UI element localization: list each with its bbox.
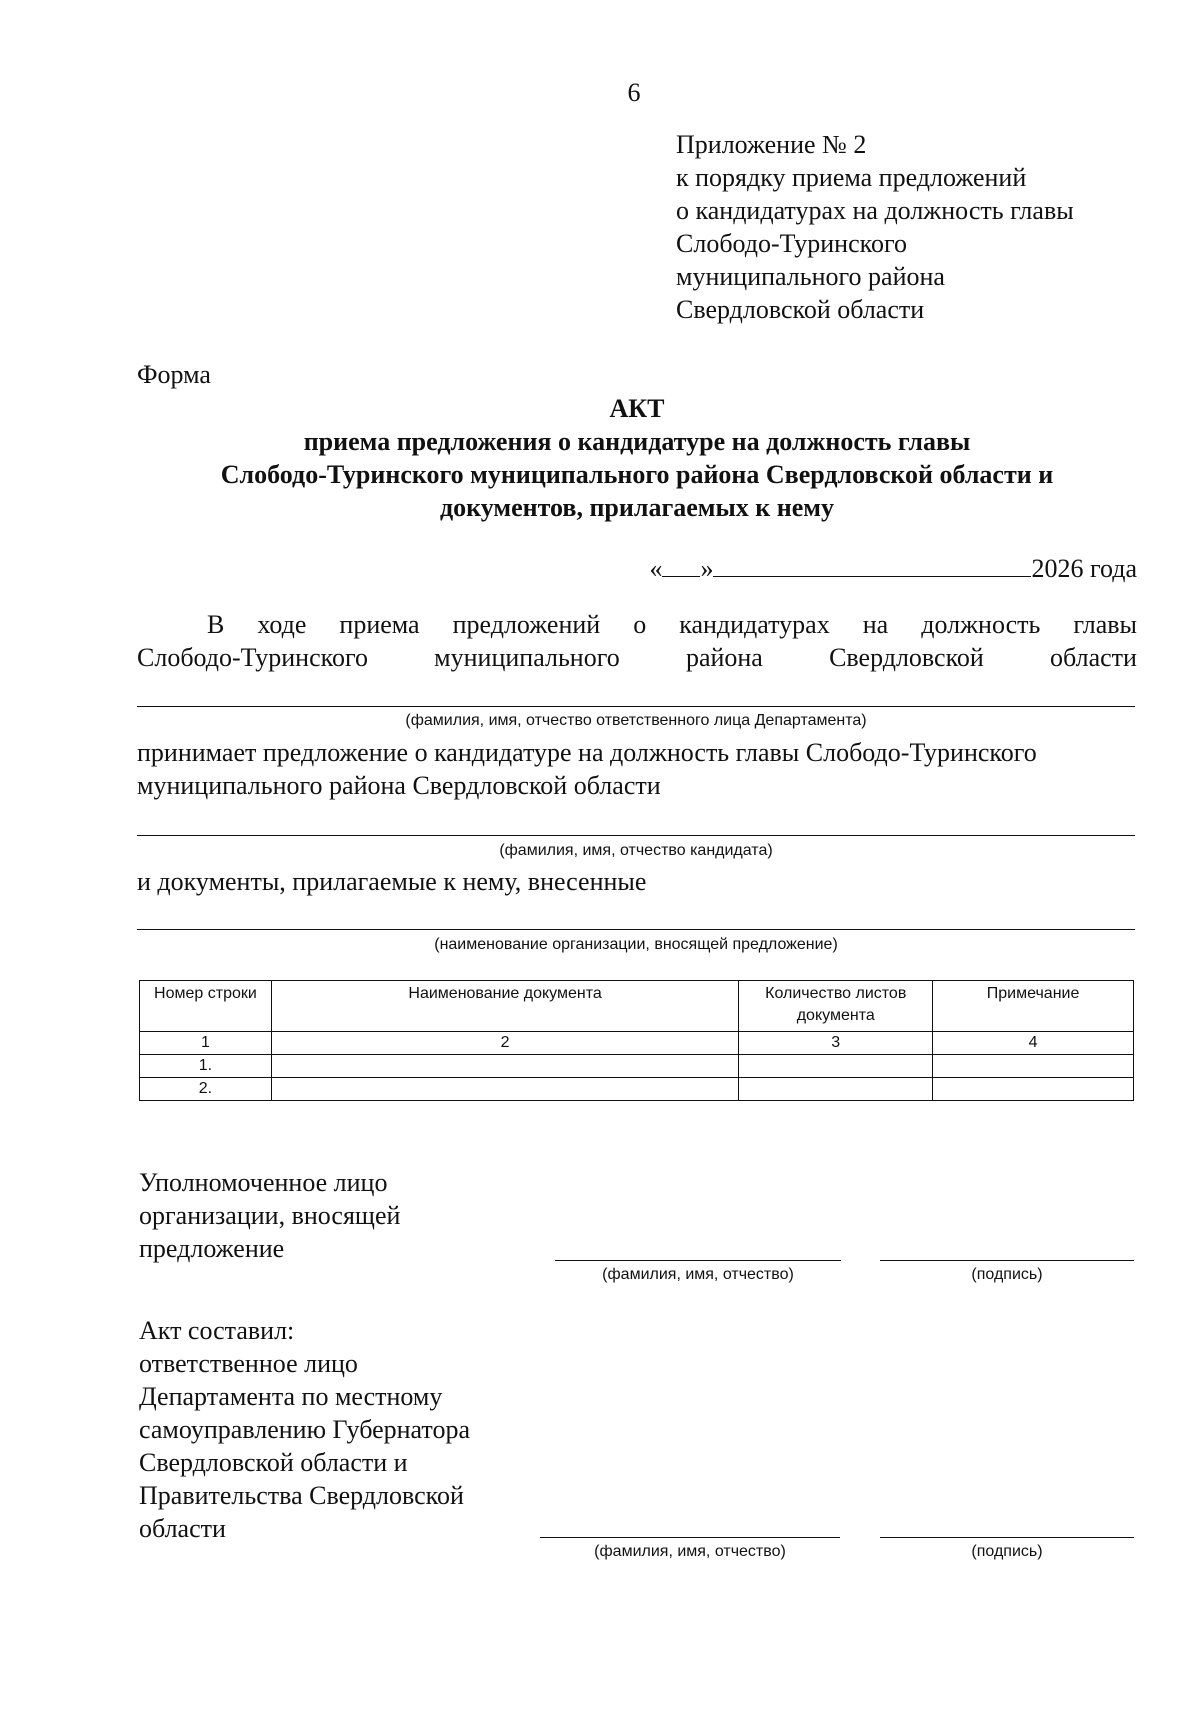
document-subtitle-line: документов, прилагаемых к нему — [439, 493, 835, 522]
compiled-line: Департамента по местному — [139, 1382, 443, 1411]
appendix-line: Свердловской области — [676, 295, 925, 324]
page-number: 6 — [627, 78, 641, 107]
appendix-line: к порядку приема предложений — [676, 163, 1027, 192]
table-header-row — [140, 981, 1134, 1032]
date-close-quote: » — [700, 554, 714, 583]
authorized-name-caption: (фамилия, имя, отчество) — [602, 1266, 794, 1283]
compiled-name-caption: (фамилия, имя, отчество) — [594, 1543, 786, 1560]
document-title: АКТ — [609, 394, 665, 423]
intro-word: предложений — [452, 610, 601, 639]
header-note: Примечание — [933, 981, 1134, 1032]
intro-word: должность — [921, 610, 1041, 639]
authorized-line: Уполномоченное лицо — [139, 1168, 388, 1197]
note-cell[interactable] — [933, 1055, 1134, 1078]
sheet-count-cell[interactable] — [739, 1078, 933, 1101]
document-subtitle-line: Слободо-Туринского муниципального района Свердловской области и — [220, 460, 1054, 489]
date-year: 2026 года — [1031, 554, 1137, 583]
day-blank[interactable] — [662, 550, 700, 577]
compiled-signature-caption: (подпись) — [971, 1543, 1043, 1560]
compiled-line: Правительства Свердловской — [139, 1481, 464, 1510]
compiled-line: области — [139, 1514, 226, 1543]
intro-word: района — [685, 643, 763, 672]
official-name-blank[interactable] — [137, 706, 1135, 707]
intro-word: муниципального — [434, 643, 620, 672]
table-numbering-row — [140, 1032, 1134, 1055]
numbering-cell: 2 — [271, 1032, 738, 1055]
intro-word: о — [633, 610, 647, 639]
date-open-quote: « — [649, 554, 663, 583]
documents-table — [139, 980, 1134, 1101]
month-blank[interactable] — [713, 550, 1031, 577]
compiled-line: самоуправлению Губернатора — [139, 1415, 470, 1444]
official-name-caption: (фамилия, имя, отчество ответственного лица Департамента) — [405, 712, 867, 729]
organization-name-blank[interactable] — [137, 929, 1135, 930]
header-sheet-count: Количество листов документа — [739, 981, 933, 1032]
numbering-cell: 4 — [933, 1032, 1134, 1055]
appendix-block — [676, 128, 1074, 326]
sheet-count-cell[interactable] — [739, 1055, 933, 1078]
intro-line-1 — [137, 610, 1137, 640]
intro-word: приема — [339, 610, 420, 639]
intro-line-2 — [137, 643, 1137, 673]
intro-word: области — [1050, 643, 1137, 672]
date-line — [600, 550, 1137, 584]
document-name-cell[interactable] — [271, 1055, 738, 1078]
appendix-line: муниципального района — [676, 262, 945, 291]
candidate-name-blank[interactable] — [137, 835, 1135, 836]
row-number-cell: 1. — [140, 1055, 272, 1078]
accepts-line-1: принимает предложение о кандидатуре на должность главы Слободо-Туринского — [137, 738, 1037, 767]
intro-word: кандидатурах — [679, 610, 830, 639]
documents-line: и документы, прилагаемые к нему, внесенные — [137, 867, 647, 896]
compiled-signature-blank[interactable] — [880, 1537, 1134, 1538]
authorized-person-block — [139, 1166, 400, 1265]
numbering-cell: 3 — [739, 1032, 933, 1055]
form-label: Форма — [137, 360, 211, 389]
compiled-line: Акт составил: — [139, 1316, 295, 1345]
candidate-name-caption: (фамилия, имя, отчество кандидата) — [499, 842, 773, 859]
intro-word: ходе — [257, 610, 307, 639]
authorized-name-blank[interactable] — [555, 1260, 841, 1261]
compiled-name-blank[interactable] — [540, 1537, 840, 1538]
appendix-line: о кандидатурах на должность главы — [676, 196, 1074, 225]
document-subtitle-line: приема предложения о кандидатуре на должность главы — [303, 427, 971, 456]
intro-word: Свердловской — [829, 643, 984, 672]
compiled-line: ответственное лицо — [139, 1349, 358, 1378]
note-cell[interactable] — [933, 1078, 1134, 1101]
authorized-signature-caption: (подпись) — [971, 1266, 1043, 1283]
appendix-line: Приложение № 2 — [676, 130, 867, 159]
compiled-line: Свердловской области и — [139, 1448, 408, 1477]
numbering-cell: 1 — [140, 1032, 272, 1055]
intro-word: главы — [1073, 610, 1137, 639]
appendix-line: Слободо-Туринского — [676, 229, 907, 258]
intro-word: В — [207, 610, 225, 639]
intro-word: Слободо-Туринского — [137, 643, 368, 672]
organization-name-caption: (наименование организации, вносящей предложение) — [434, 936, 838, 953]
authorized-line: организации, вносящей — [139, 1201, 401, 1230]
authorized-line: предложение — [139, 1234, 285, 1263]
row-number-cell: 2. — [140, 1078, 272, 1101]
table-row — [140, 1078, 1134, 1101]
table-row — [140, 1055, 1134, 1078]
authorized-signature-blank[interactable] — [880, 1260, 1134, 1261]
header-document-name: Наименование документа — [271, 981, 738, 1032]
intro-word: на — [862, 610, 889, 639]
document-name-cell[interactable] — [271, 1078, 738, 1101]
header-row-number: Номер строки — [140, 981, 272, 1032]
compiled-by-block — [139, 1314, 470, 1545]
accepts-line-2: муниципального района Свердловской области — [137, 771, 661, 800]
